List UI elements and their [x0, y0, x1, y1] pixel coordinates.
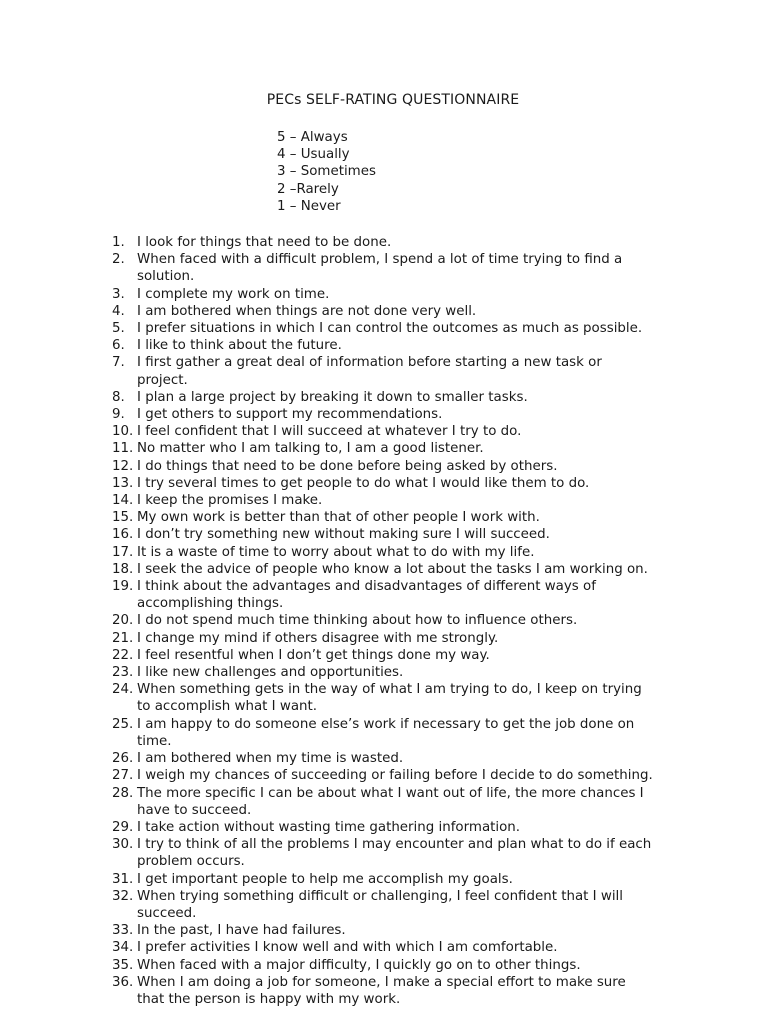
question-number: 5. [112, 321, 125, 337]
question-text-line: When trying something difficult or challenging, I feel confident that I will [137, 888, 623, 904]
question-item [112, 389, 712, 406]
question-item [112, 630, 712, 647]
question-item [112, 957, 712, 974]
question-text-line: I weigh my chances of succeeding or failing before I decide to do something. [137, 768, 653, 784]
question-item [112, 578, 712, 612]
question-item [112, 406, 712, 423]
question-text-line: I feel resentful when I don’t get things done my way. [137, 647, 490, 663]
question-item [112, 475, 712, 492]
question-text-line: I take action without wasting time gathering information. [137, 819, 521, 835]
question-number: 6. [112, 338, 125, 354]
question-text-line: When something gets in the way of what I am trying to do, I keep on trying [137, 682, 642, 698]
question-item [112, 234, 712, 251]
question-text-line: I get others to support my recommendations. [137, 407, 443, 423]
question-item [112, 286, 712, 303]
question-number: 17. [112, 544, 134, 560]
question-text-line: project. [137, 372, 188, 388]
question-item [112, 767, 712, 784]
question-text-line: I am bothered when my time is wasted. [137, 751, 404, 767]
question-text-line: I complete my work on time. [137, 286, 330, 302]
question-text-line: I try to think of all the problems I may encounter and plan what to do if each [137, 837, 652, 853]
question-text-line: I change my mind if others disagree with me strongly. [137, 630, 499, 646]
question-number: 9. [112, 407, 125, 423]
question-number: 18. [112, 561, 134, 577]
question-text-line: I plan a large project by breaking it down to smaller tasks. [137, 389, 528, 405]
question-item [112, 354, 712, 388]
question-item [112, 561, 712, 578]
question-text-line: I feel confident that I will succeed at whatever I try to do. [137, 424, 522, 440]
question-number: 2. [112, 252, 125, 268]
question-number: 3. [112, 286, 125, 302]
question-text-line: My own work is better than that of other people I work with. [137, 510, 540, 526]
question-number: 31. [112, 871, 134, 887]
scale-item-1: 1 – Never [277, 198, 341, 214]
question-text-line: When I am doing a job for someone, I make a special effort to make sure [137, 974, 626, 990]
question-text-line: It is a waste of time to worry about what to do with my life. [137, 544, 535, 560]
question-number: 29. [112, 819, 134, 835]
question-text-line: problem occurs. [137, 854, 245, 870]
question-number: 34. [112, 940, 134, 956]
question-number: 7. [112, 355, 125, 371]
question-text-line: I try several times to get people to do what I would like them to do. [137, 475, 590, 491]
question-text-line: to accomplish what I want. [137, 699, 318, 715]
question-number: 33. [112, 923, 134, 939]
question-number: 19. [112, 579, 134, 595]
question-item [112, 922, 712, 939]
page-title: PECs SELF-RATING QUESTIONNAIRE [266, 92, 520, 108]
question-text-line: I look for things that need to be done. [137, 235, 392, 250]
question-number: 16. [112, 527, 134, 543]
question-item [112, 423, 712, 440]
question-item [112, 337, 712, 354]
question-number: 25. [112, 716, 134, 732]
question-item [112, 526, 712, 543]
question-text-line: I keep the promises I make. [137, 493, 323, 509]
scale-item-5: 5 – Always [277, 130, 348, 145]
question-number: 28. [112, 785, 134, 801]
question-item [112, 939, 712, 956]
question-number: 12. [112, 458, 134, 474]
scale-item-2: 2 –Rarely [277, 181, 339, 197]
question-number: 8. [112, 389, 125, 405]
question-item [112, 458, 712, 475]
question-item [112, 251, 712, 285]
question-item [112, 785, 712, 819]
question-list [112, 234, 712, 1008]
question-text-line: I do things that need to be done before being asked by others. [137, 458, 558, 474]
question-number: 26. [112, 751, 134, 767]
question-number: 23. [112, 665, 134, 681]
question-item [112, 836, 712, 870]
question-item [112, 819, 712, 836]
question-number: 21. [112, 630, 134, 646]
question-item [112, 492, 712, 509]
question-text-line: that the person is happy with my work. [137, 991, 401, 1007]
question-text-line: accomplishing things. [137, 596, 284, 612]
question-text-line: When faced with a major difficulty, I quickly go on to other things. [137, 957, 581, 973]
question-item [112, 664, 712, 681]
question-text-line: I like to think about the future. [137, 338, 342, 354]
question-text-line: solution. [137, 269, 195, 285]
question-number: 24. [112, 682, 134, 698]
question-number: 15. [112, 510, 134, 526]
question-number: 11. [112, 441, 134, 457]
question-item [112, 750, 712, 767]
question-text-line: time. [137, 733, 172, 749]
question-item [112, 303, 712, 320]
question-number: 27. [112, 768, 134, 784]
scale-item-3: 3 – Sometimes [277, 164, 376, 180]
question-item [112, 871, 712, 888]
question-number: 35. [112, 957, 134, 973]
question-number: 30. [112, 837, 134, 853]
question-text-line: I prefer activities I know well and with which I am comfortable. [137, 940, 558, 956]
question-text-line: I am bothered when things are not done very well. [137, 303, 477, 319]
question-item [112, 440, 712, 457]
question-text-line: have to succeed. [137, 802, 252, 818]
question-number: 10. [112, 424, 134, 440]
question-number: 4. [112, 303, 125, 319]
question-text-line: I don’t try something new without making sure I will succeed. [137, 527, 550, 543]
question-number: 13. [112, 475, 134, 491]
question-text-line: I am happy to do someone else’s work if necessary to get the job done on [137, 716, 635, 732]
question-text-line: I get important people to help me accomplish my goals. [137, 871, 513, 887]
question-item [112, 888, 712, 922]
question-number: 22. [112, 647, 134, 663]
question-item [112, 320, 712, 337]
question-item [112, 647, 712, 664]
question-text-line: I seek the advice of people who know a lot about the tasks I am working on. [137, 561, 648, 577]
question-item [112, 681, 712, 715]
question-item [112, 612, 712, 629]
question-text-line: When faced with a difficult problem, I spend a lot of time trying to find a [137, 252, 623, 268]
question-item [112, 509, 712, 526]
question-text-line: succeed. [137, 905, 197, 921]
question-item [112, 974, 712, 1008]
question-text-line: I think about the advantages and disadvantages of different ways of [137, 579, 596, 595]
question-text-line: The more specific I can be about what I want out of life, the more chances I [137, 785, 644, 801]
question-text-line: I like new challenges and opportunities. [137, 665, 404, 681]
question-text-line: I do not spend much time thinking about how to influence others. [137, 613, 578, 629]
scale-item-4: 4 – Usually [277, 147, 350, 163]
question-item [112, 716, 712, 750]
question-number: 36. [112, 974, 134, 990]
question-number: 20. [112, 613, 134, 629]
rating-scale [277, 129, 376, 215]
question-text-line: No matter who I am talking to, I am a good listener. [137, 441, 484, 457]
question-number: 14. [112, 493, 134, 509]
question-text-line: I prefer situations in which I can control the outcomes as much as possible. [137, 321, 643, 337]
question-text-line: I first gather a great deal of information before starting a new task or [137, 355, 602, 371]
question-number: 1. [112, 235, 125, 250]
question-text-line: In the past, I have had failures. [137, 923, 346, 939]
question-number: 32. [112, 888, 134, 904]
question-item [112, 544, 712, 561]
